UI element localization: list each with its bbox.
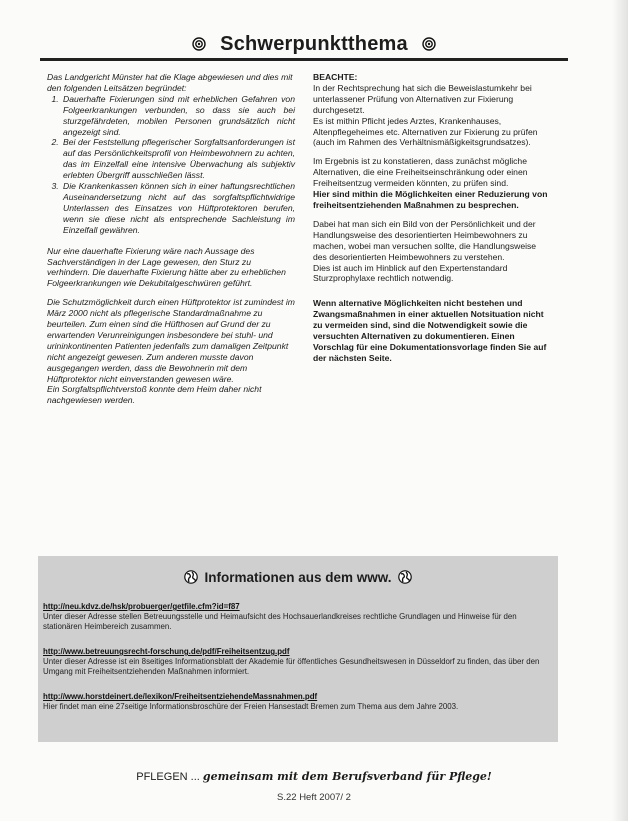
link-entry	[43, 647, 553, 677]
right-paragraph: In der Rechtsprechung hat sich die Beweislastumkehr bei unterlassener Prüfung von Alternativen zur Fixierung durchgesetzt.	[313, 82, 532, 115]
list-item: 3. Die Krankenkassen können sich in einer haftungsrechtlichen Auseinandersetzung nicht auf das sorgfaltspflichtwidrige Unterlassen des Einsatzes von Hüftprotektoren berufen, wenn sie diese nicht als entsprechende Sachleistung im Einzelfall gewähren.	[61, 181, 295, 236]
guiding-principles-list	[47, 94, 295, 236]
right-paragraph: Es ist mithin Pflicht jedes Arztes, Krankenhauses, Altenpflegeheimes etc. Alternativen zur Fixierung zu prüfen (auch im Rahmen des Verhältnismäßigkeitsgrundsatzes).	[313, 115, 538, 148]
info-box-title-text: Informationen aus dem www.	[204, 570, 392, 585]
target-icon	[422, 37, 436, 51]
link-description: Hier findet man eine 27seitige Informationsbroschüre der Freien Hansestadt Bremen zum Thema aus dem Jahre 2003.	[43, 702, 459, 711]
right-emphasis: Hier sind mithin die Möglichkeiten einer Reduzierung von freiheitsentziehenden Maßnahmen zu besprechen.	[313, 189, 548, 210]
section-title-text: Schwerpunktthema	[220, 33, 408, 55]
globe-icon	[184, 570, 198, 584]
note-heading: BEACHTE:	[313, 72, 358, 82]
resource-link[interactable]: http://neu.kdvz.de/hsk/probuerger/getfile.cfm?id=f87	[43, 602, 240, 611]
right-paragraph: Im Ergebnis ist zu konstatieren, dass zunächst mögliche Alternativen, die eine Freiheitseinschränkung oder einen Freiheitsentzug vermeiden könnten, zu prüfen sind.	[313, 156, 528, 189]
header-divider	[40, 58, 568, 61]
page-header	[0, 0, 628, 62]
info-box-title	[38, 570, 558, 585]
footer-slogan-line	[0, 770, 628, 783]
info-box	[38, 556, 558, 742]
section-title	[0, 33, 628, 56]
list-item: 2. Bei der Feststellung pflegerischer Sorgfaltsanforderungen ist auf das Persönlichkeitsprofil von Heimbewohnern zu achten, das im Einzelfall eine intensive Überwachung als subjektiv erlebten Übergriff ausschließen lässt.	[61, 137, 295, 181]
left-intro: Das Landgericht Münster hat die Klage abgewiesen und dies mit den folgenden Leitsätzen begründet:	[47, 72, 293, 93]
left-paragraph: Nur eine dauerhafte Fixierung wäre nach Aussage des Sachverständigen in der Lage gewesen, den Sturz zu verhindern. Die dauerhafte Fixierung hätte aber zu erheblichen Folgeerkrankungen wie Dekubitalgeschwüren geführt.	[47, 245, 286, 289]
link-entry	[43, 602, 553, 632]
right-column	[313, 72, 550, 372]
right-paragraph: Dabei hat man sich ein Bild von der Persönlichkeit und der Handlungsweise des desorientierten Heimbewohners zu machen, wobei man versuchen sollte, die Handlungsweise des desorientierten Heimbewohners zu verstehen.	[313, 218, 537, 262]
globe-icon	[398, 570, 412, 584]
right-paragraph: Dies ist auch im Hinblick auf den Expertenstandard Sturzprophylaxe rechtlich notwendig.	[313, 262, 508, 284]
left-paragraph: Ein Sorgfaltspflichtverstoß konnte dem Heim daher nicht nachgewiesen werden.	[47, 384, 262, 406]
footer-slogan: gemeinsam mit dem Berufsverband für Pflege!	[202, 770, 492, 783]
link-description: Unter dieser Adresse ist ein 8seitiges Informationsblatt der Akademie für öffentliches Gesundheitswesen in Düsseldorf zu finden, das über den Umgang mit Freiheitsentziehenden Maßnahmen informiert.	[43, 657, 540, 676]
target-icon	[192, 37, 206, 51]
link-description: Unter dieser Adresse stellen Betreuungsstelle und Heimaufsicht des Hochsauerlandkreises rechtliche Grundlagen und Hinweise für den stationären Heimbereich zusammen.	[43, 612, 517, 631]
resource-link[interactable]: http://www.betreuungsrecht-forschung.de/pdf/Freiheitsentzug.pdf	[43, 647, 290, 656]
page-number: S.22 Heft 2007/ 2	[277, 792, 351, 803]
list-item: 1. Dauerhafte Fixierungen sind mit erheblichen Gefahren von Folgeerkrankungen verbunden, so dass sie auch bei sturzgefährdeten, mobilen Personen grundsätzlich nicht angezeigt sind.	[61, 94, 295, 138]
left-paragraph: Die Schutzmöglichkeit durch einen Hüftprotektor ist zumindest im März 2000 nicht als pflegerische Standardmaßnahme zu beurteilen. Zum einen sind die Hüfthosen auf Grund der zu erwartenden Verunreinigungen insbesondere bei stuhl- und urininkontinenten Patienten jedenfalls zum damaligen Zeitpunkt nicht angezeigt gewesen. Zum anderen musste davon ausgegangen werden, dass die Bewohnerin mit dem Hüftprotektor nicht einverstanden gewesen wäre.	[47, 297, 295, 384]
left-column	[47, 72, 295, 414]
right-emphasis: Wenn alternative Möglichkeiten nicht bestehen und Zwangsmaßnahmen in einer aktuellen Notsituation nicht zu vermeiden sind, sind die Notwendigkeit sowie die versuchten Alternativen zu dokumentieren. Einen Vorschlag für eine Dokumentationsvorlage finden Sie auf der nächsten Seite.	[313, 298, 547, 363]
scan-edge-shadow	[612, 0, 628, 821]
resource-link[interactable]: http://www.horstdeinert.de/lexikon/FreiheitsentziehendeMassnahmen.pdf	[43, 692, 318, 701]
link-entry	[43, 692, 553, 712]
footer-brand: PFLEGEN ...	[136, 771, 200, 783]
